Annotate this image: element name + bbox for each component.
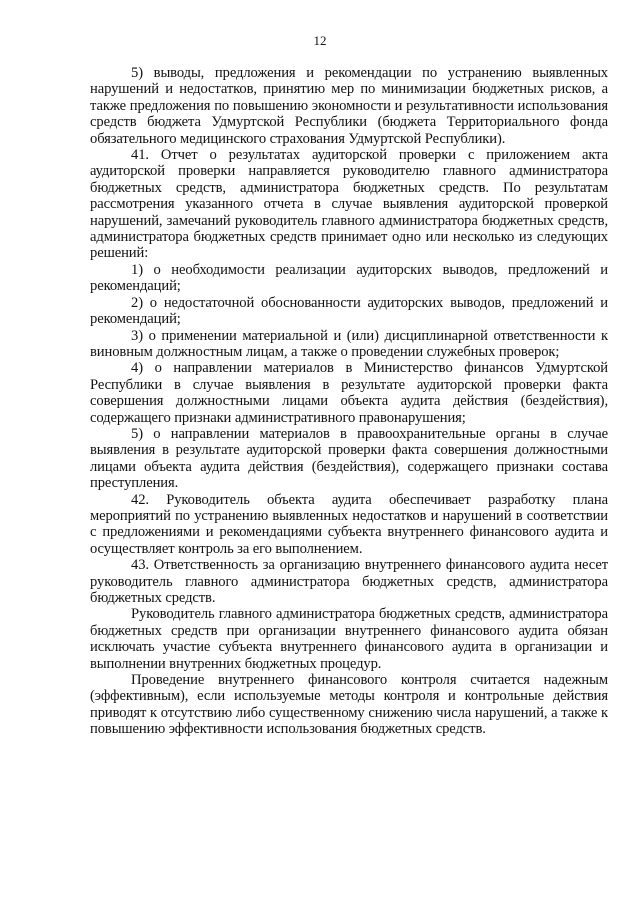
decision-item-1: 1) о необходимости реализации аудиторских выводов, предложений и рекомендаций;	[90, 261, 608, 295]
decision-item-2: 2) о недостаточной обоснованности аудиторских выводов, предложений и рекомендаций;	[90, 294, 608, 328]
decision-item-4: 4) о направлении материалов в Министерство финансов Удмуртской Республики в случае выявления в результате аудиторской проверки факта совершения должностными лицами объекта аудита действия (бездействия), содержащего признаки административного правонарушения;	[90, 360, 608, 426]
paragraph-head-duty: Руководитель главного администратора бюджетных средств, администратора бюджетных средств при организации внутреннего финансового аудита обязан исключать участие субъекта внутреннего финансового аудита в организации и выполнении внутренних бюджетных процедур.	[90, 606, 608, 672]
paragraph-42: 42. Руководитель объекта аудита обеспечивает разработку плана мероприятий по устранению выявленных недостатков и нарушений в соответствии с предложениями и рекомендациями субъекта внутреннего финансового аудита и осуществляет контроль за его выполнением.	[90, 491, 608, 557]
decision-item-3: 3) о применении материальной и (или) дисциплинарной ответственности к виновным должностным лицам, а также о проведении служебных проверок;	[90, 327, 608, 360]
paragraph-conclusions: 5) выводы, предложения и рекомендации по устранению выявленных нарушений и недостатков, принятию мер по минимизации бюджетных рисков, а также предложения по повышению экономности и результативности использования средств бюджета Удмуртской Республики (бюджета Территориального фонда обязательного медицинского страхования Удмуртской Республики).	[90, 65, 608, 147]
page-number: 12	[313, 33, 327, 48]
paragraph-control-effectiveness: Проведение внутреннего финансового контроля считается надежным (эффективным), если используемые методы контроля и контрольные действия приводят к отсутствию либо существенному снижению числа нарушений, а также к повышению эффективности использования бюджетных средств.	[90, 672, 608, 738]
paragraph-43: 43. Ответственность за организацию внутреннего финансового аудита несет руководитель главного администратора бюджетных средств, администратора бюджетных средств.	[90, 557, 608, 606]
decision-item-5: 5) о направлении материалов в правоохранительные органы в случае выявления в результате аудиторской проверки факта совершения должностными лицами объекта аудита действия (бездействия), содержащего признаки состава преступления.	[90, 425, 608, 492]
paragraph-41: 41. Отчет о результатах аудиторской проверки с приложением акта аудиторской проверки направляется руководителю главного администратора бюджетных средств, администратора бюджетных средств. По результатам рассмотрения указанного отчета в случае выявления аудиторской проверкой нарушений, замечаний руководитель главного администратора бюджетных средств, администратора бюджетных средств принимает одно или несколько из следующих решений:	[90, 147, 608, 262]
document-body	[90, 65, 608, 738]
